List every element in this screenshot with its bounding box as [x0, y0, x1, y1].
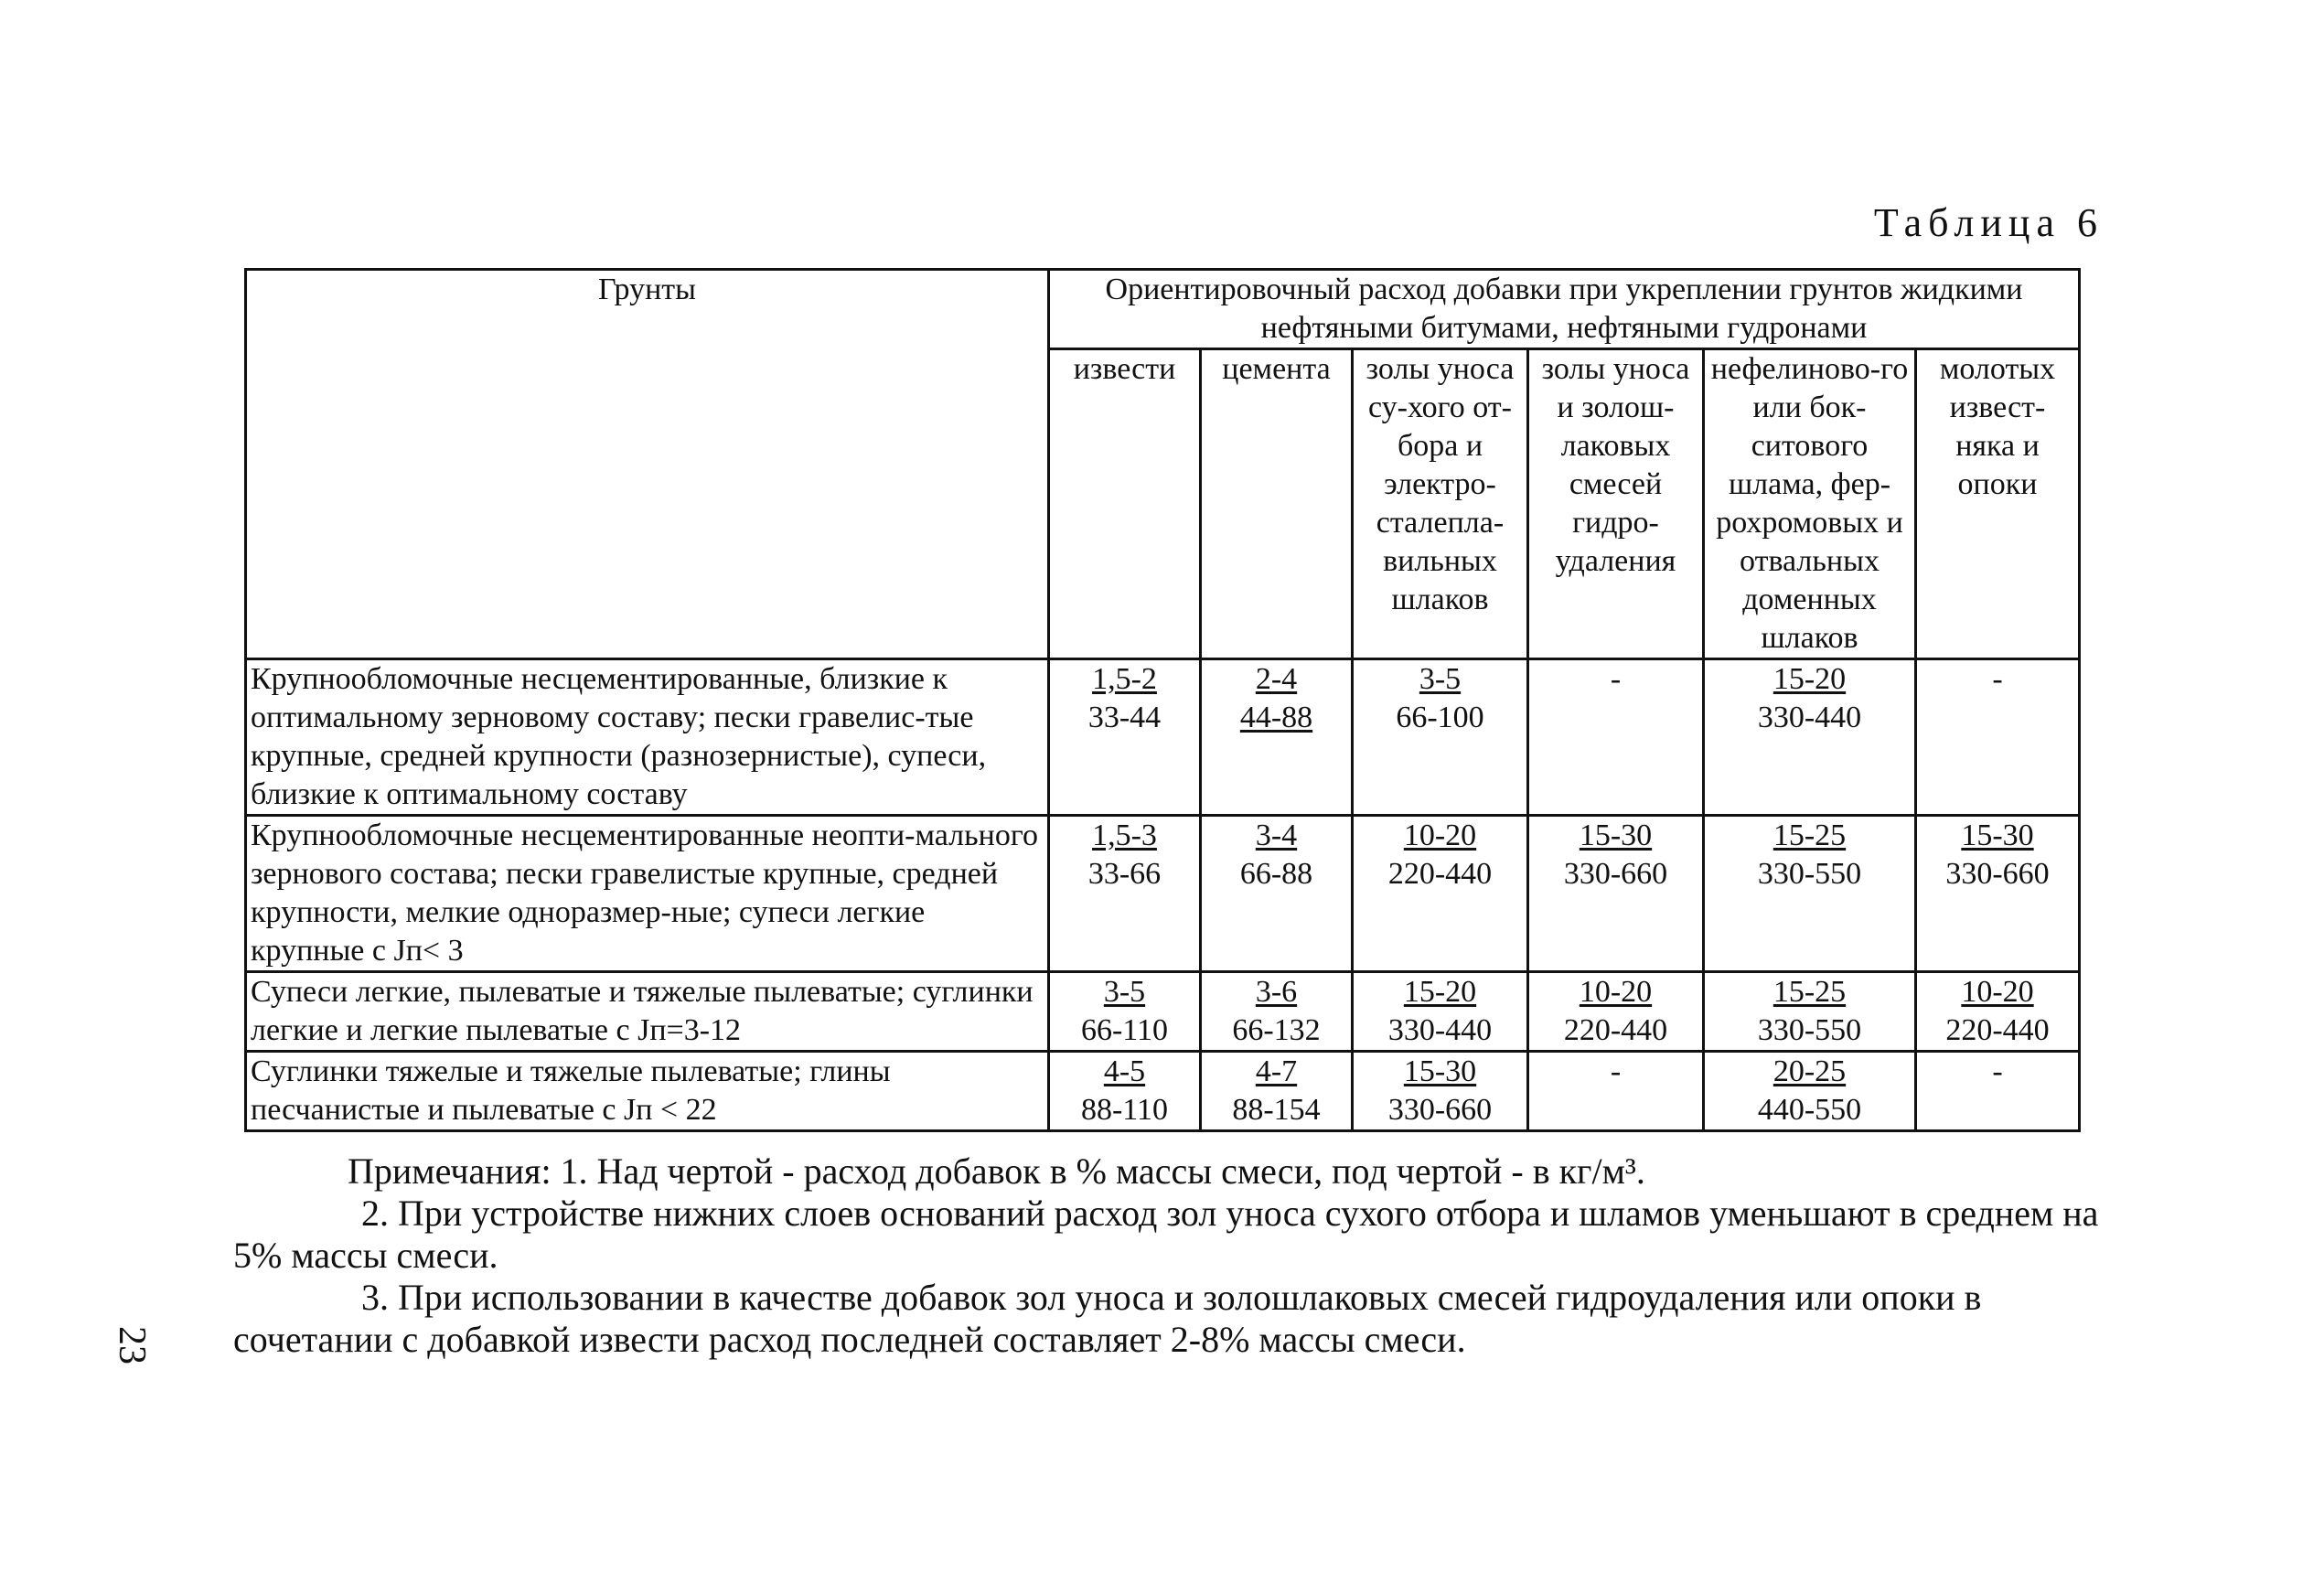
value-cell: [1049, 972, 1201, 1052]
value-cell: [1704, 659, 1916, 816]
note-2: 2. При устройстве нижних слоев оснований расход зол уноса сухого отбора и шламов уменьшают в среднем на 5% массы смеси.: [233, 1193, 2099, 1276]
value-kg: 330-660: [1563, 857, 1668, 891]
value-kg: 44-88: [1239, 701, 1313, 734]
value-cell: [1916, 816, 2080, 972]
value-cell: [1704, 816, 1916, 972]
value-kg: 220-440: [1945, 1013, 2050, 1047]
header-col-dry-fly-ash: золы уноса су-хого от-бора и электро-сталепла-вильных шлаков: [1353, 349, 1528, 659]
value-cell: [1916, 972, 2080, 1052]
value-kg: 66-132: [1232, 1013, 1321, 1047]
value-kg: 66-100: [1396, 701, 1484, 734]
value-percent: 15-20: [1772, 662, 1847, 696]
value-kg: 33-44: [1087, 701, 1162, 734]
value-kg: 220-440: [1387, 857, 1493, 891]
value-kg: 66-110: [1080, 1013, 1169, 1047]
value-percent: 15-30: [1961, 819, 2034, 852]
value-cell: [1049, 1052, 1201, 1131]
value-percent: 15-30: [1579, 819, 1653, 852]
table-row: [246, 816, 2080, 972]
value-cell: [1049, 816, 1201, 972]
soil-description: Крупнообломочные несцементированные, близкие к оптимальному зерновому составу; пески гравелис-тые крупные, средней крупности (разнозернистые), супеси, близкие к оптимальному составу: [246, 659, 1049, 816]
table-row: [246, 659, 2080, 816]
header-col-limestone: молотых извест-няка и опоки: [1916, 349, 2080, 659]
value-cell: [1353, 1052, 1528, 1131]
value-kg: 330-440: [1387, 1013, 1493, 1047]
value-cell: [1353, 972, 1528, 1052]
value-percent: 1,5-2: [1092, 662, 1157, 696]
value-cell: [1528, 816, 1704, 972]
soil-description: Крупнообломочные несцементированные неопти-мального зернового состава; пески гравелистые крупные, средней крупности, мелкие одноразмер-ные; супеси легкие крупные с Jп< 3: [246, 816, 1049, 972]
page-number: 23: [111, 1326, 153, 1364]
value-kg: 88-110: [1080, 1093, 1169, 1127]
header-col-wet-fly-ash: золы уноса и золош-лаковых смесей гидро-удаления: [1528, 349, 1704, 659]
header-row-1: [246, 270, 2080, 349]
header-soil: Грунты: [246, 270, 1049, 659]
value-percent: 15-20: [1403, 975, 1477, 1009]
note-3: 3. При использовании в качестве добавок зол уноса и золошлаковых смесей гидроудаления или опоки в сочетании с добавкой извести расход последней составляет 2-8% массы смеси.: [233, 1277, 1982, 1360]
value-percent: 15-30: [1403, 1054, 1477, 1088]
soil-description: Суглинки тяжелые и тяжелые пылеватые; глины песчанистые и пылеватые с Jп < 22: [246, 1052, 1049, 1131]
value-percent: 3-4: [1255, 819, 1298, 852]
dash-cell: -: [1528, 1052, 1704, 1131]
dash-cell: -: [1916, 659, 2080, 816]
note-1: Примечания: 1. Над чертой - расход добавок в % массы смеси, под чертой - в кг/м³.: [348, 1150, 1645, 1192]
value-percent: 15-25: [1772, 975, 1847, 1009]
value-kg: 330-550: [1757, 1013, 1862, 1047]
value-percent: 4-7: [1255, 1054, 1298, 1088]
additive-consumption-table: [244, 268, 2081, 1132]
value-percent: 10-20: [1579, 975, 1653, 1009]
dash-cell: -: [1916, 1052, 2080, 1131]
value-percent: 4-5: [1103, 1054, 1146, 1088]
value-cell: [1201, 972, 1353, 1052]
value-cell: [1201, 1052, 1353, 1131]
value-cell: [1704, 972, 1916, 1052]
value-kg: 220-440: [1563, 1013, 1668, 1047]
value-cell: [1528, 972, 1704, 1052]
header-col-cement: цемента: [1201, 349, 1353, 659]
dash-cell: -: [1528, 659, 1704, 816]
value-percent: 10-20: [1403, 819, 1477, 852]
header-main: Ориентировочный расход добавки при укреплении грунтов жидкими нефтяными битумами, нефтяными гудронами: [1049, 270, 2080, 349]
value-cell: [1201, 816, 1353, 972]
value-kg: 33-66: [1087, 857, 1162, 891]
value-percent: 3-5: [1103, 975, 1146, 1009]
value-kg: 88-154: [1232, 1093, 1321, 1127]
value-cell: [1353, 816, 1528, 972]
value-percent: 1,5-3: [1092, 819, 1157, 852]
value-kg: 330-660: [1387, 1093, 1493, 1127]
header-col-slag-sludge: нефелиново-го или бок-ситового шлама, фер-рохромовых и отвальных доменных шлаков: [1704, 349, 1916, 659]
value-cell: [1049, 659, 1201, 816]
value-kg: 330-660: [1945, 857, 2050, 891]
table-row: [246, 1052, 2080, 1131]
header-col-lime: извести: [1049, 349, 1201, 659]
table-caption: Таблица 6: [1873, 200, 2104, 245]
soil-description: Супеси легкие, пылеватые и тяжелые пылеватые; суглинки легкие и легкие пылеватые с Jп=3-12: [246, 972, 1049, 1052]
value-percent: 10-20: [1961, 975, 2034, 1009]
value-kg: 330-440: [1757, 701, 1862, 734]
value-kg: 330-550: [1757, 857, 1862, 891]
value-kg: 440-550: [1757, 1093, 1862, 1127]
value-percent: 3-6: [1255, 975, 1298, 1009]
notes-block: [233, 1150, 2099, 1361]
value-cell: [1704, 1052, 1916, 1131]
value-cell: [1353, 659, 1528, 816]
value-kg: 66-88: [1239, 857, 1313, 891]
value-percent: 15-25: [1772, 819, 1847, 852]
value-percent: 2-4: [1255, 662, 1298, 696]
value-percent: 3-5: [1419, 662, 1462, 696]
table-row: [246, 972, 2080, 1052]
value-cell: [1201, 659, 1353, 816]
value-percent: 20-25: [1772, 1054, 1847, 1088]
